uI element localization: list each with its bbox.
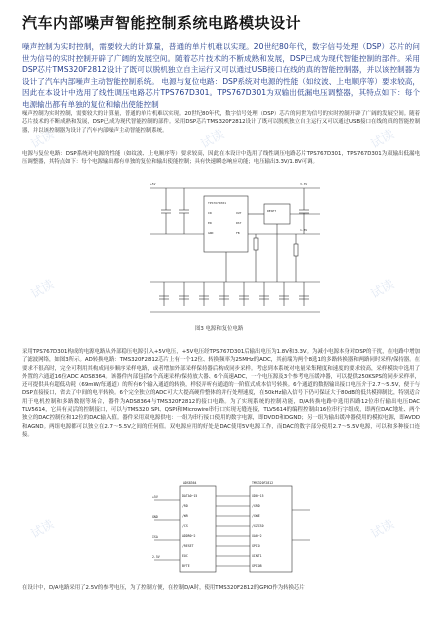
right-pin-0: XD0~15 bbox=[252, 494, 264, 498]
chip1-label: ADS8364 bbox=[183, 481, 197, 485]
left-pin-1: /RD bbox=[182, 504, 188, 508]
svg-text:TPS767D301: TPS767D301 bbox=[208, 201, 227, 205]
svg-text:IN: IN bbox=[208, 211, 212, 215]
svg-text:1.8V: 1.8V bbox=[300, 228, 308, 232]
net-label-gnd: GND bbox=[152, 515, 158, 519]
svg-text:GND: GND bbox=[208, 231, 214, 235]
watermark: 试读 bbox=[368, 276, 397, 301]
right-pin-3: /XZCS0 bbox=[252, 524, 264, 528]
left-pin-3: /CS bbox=[182, 524, 188, 528]
right-pin-4: XA0~2 bbox=[252, 534, 262, 538]
body-paragraph-2: 电源与复位电路：DSP系统对电源的性能（如纹波、上电顺序等）要求较高，因此在本设计中选用了线性调压电路芯片TPS767D301，TPS767D301为双输出低漏电压调整器，其特点如下：每个电源输出都有单独的复位和输出使能控制；具有快速瞬态响应功能；电压输出3.3V/1.8V可调。 bbox=[22, 151, 420, 166]
watermark: 试读 bbox=[368, 126, 397, 151]
svg-text:EN: EN bbox=[208, 221, 212, 225]
watermark: 试读 bbox=[368, 516, 397, 541]
paragraph-3-text: 采用TPS767D301构成的电源电路从外部稳压电源引入+5V电压，+5V电压经TPS767D301后输出电压为1.8V和3.3V。为减小电源本身对DSP的干扰，在电路中增加了滤波网络，如图3所示。AD转换电路：TMS320F2812芯片上有一个12位、转换频率为25MHz的ADC，其前端为两个8选1的多路转换器和两路同时采样/保持器。在要求不很高时，完全可利用其构成同步顺序采样电路，或者增加外部采样保持器后构成同步采样。考虑到本系统对电量采集精度和速度的要求较高，采样模块中选用了外置的六通道16位ADC ADS8364。该器件内部包括6个高速采样/保持放大器、6个高速ADC，一个电压源及3个参考电压缓冲器，可以提供250KSPS的同步采样率，还可提供具有超低功耗（69mW/每通道）的所有6个输入通道的转换，样驳弄听有通道的一阶值式成本信号转换。6个通道的数据输出接口电压介于2.7～5.5V，便于与DSP直接接口，省去了中间的电平转换。6个完全独立的ADC可大大提高硬件整体的并行处理速度，在50kHz输入信号下仍可保证大于80dB的低共模抑制比，特别适合用于电机控制和多路数据等场合，器件为ADS8364与TMS320F2812的接口电路。为了实现系统的控制功能，D/A转换电路中选用四路12位串行输出电压DAC TLV5614，它具有灵活的控制接口，可以与TMS320 SPI、QSPI和Microwire串行口实现无缝连接，TLV5614的编程控制由16位串行字组成，即两位DAC地址、两个独立的DAC控制位和12位的DAC输入值。器件采用双电源供电：一组为串行接口使用的数字电源，即DVDD和DGND；另一组为输出缓冲器使用的模拟电源，即AVDD和AGND。两组电源都可以独立在2.7～5.5V之间的任何值。双电源应用的好处是DAC使用5V电源工作，而DAC的数字部分使用2.7～5.5V电源，可以和多种接口连接。 bbox=[22, 349, 420, 438]
watermark: 试读 bbox=[198, 126, 227, 151]
page-title: 汽车内部噪声智能控制系统电路模块设计 bbox=[22, 14, 302, 32]
left-pin-7: BYTE bbox=[182, 564, 190, 568]
svg-text:3.3V: 3.3V bbox=[300, 182, 308, 186]
body-paragraph-3 bbox=[22, 348, 420, 439]
adc-interface-circuit-figure bbox=[150, 480, 314, 578]
watermark: 试读 bbox=[28, 276, 57, 301]
net-label-5v: +5V bbox=[152, 495, 158, 499]
svg-text:RESET: RESET bbox=[267, 209, 277, 213]
figure-1-caption: 图3 电源和复位电路 bbox=[195, 326, 244, 332]
right-pin-5: GPIO bbox=[252, 544, 260, 548]
body-paragraph-1: 噪声控制为实时控制，需要较大的计算量，普通的单片机难以实现。20世纪80年代，数字信号处理（DSP）芯片的问世为信号的实时控制开辟了广阔的发展空间。随着芯片技术的不断成熟和发展，DSP已成为现代智能控制的部件。采用DSP芯片TMS320F2812设计了既可以脱机独立自主运行又可以通过USB接口在线的真的智能控制器，并以该控制器为设计了汽车内部噪声主动智能控制系统。 bbox=[22, 111, 420, 134]
watermark: 试读 bbox=[28, 516, 57, 541]
intro-paragraph: 噪声控制为实时控制，需要较大的计算量，普通的单片机难以实现。20世纪80年代，数字信号处理（DSP）芯片的问世为信号的实时控制开辟了广阔的发展空间。随着芯片技术的不断成熟和发展，DSP已成为现代智能控制的部件。采用DSP芯片TMS320F2812设计了既可以脱机独立自主运行又可以通过USB接口在线的真的智能控制器，并以该控制器为设计了汽车内部噪声主动智能控制系统。 电源与复位电路：DSP系统对电源的性能（如纹波、上电顺序等）要求较高，因此在本设计中选用了线性调压电路芯片TPS767D301。TPS767D301为双输出低漏电压调整器，其特点如下：每个电源输出都有单独的复位和输出使能控制 bbox=[22, 42, 420, 109]
left-pin-5: /RESET bbox=[182, 544, 194, 548]
left-pin-0: DATA0~15 bbox=[182, 494, 198, 498]
power-reset-circuit-figure bbox=[144, 174, 326, 334]
right-pin-1: /XRD bbox=[252, 504, 260, 508]
left-pin-4: ADDR0~2 bbox=[182, 534, 196, 538]
chip2-label: TMS320F2812 bbox=[252, 481, 274, 485]
net-label-ref: 2.5V bbox=[152, 555, 160, 559]
svg-text:OUT: OUT bbox=[236, 211, 242, 215]
right-pin-2: /XWE bbox=[252, 514, 260, 518]
left-pin-6: EOC bbox=[182, 554, 188, 558]
svg-text:RST: RST bbox=[236, 221, 242, 225]
net-label-isa: ISA bbox=[152, 535, 158, 539]
right-pin-7: GPIOB bbox=[252, 564, 262, 568]
right-pin-6: XINT1 bbox=[252, 554, 262, 558]
svg-text:FB: FB bbox=[236, 231, 240, 235]
watermark: 试读 bbox=[28, 126, 57, 151]
body-paragraph-4: 在设计中，D/A电路采用了2.5V的参考电压，为了控制方便，在控制D/A时，使用TMS320F2812的GPIO作为转换芯片 bbox=[22, 585, 305, 591]
left-pin-2: /WR bbox=[182, 514, 188, 518]
svg-text:+5V: +5V bbox=[150, 182, 156, 186]
